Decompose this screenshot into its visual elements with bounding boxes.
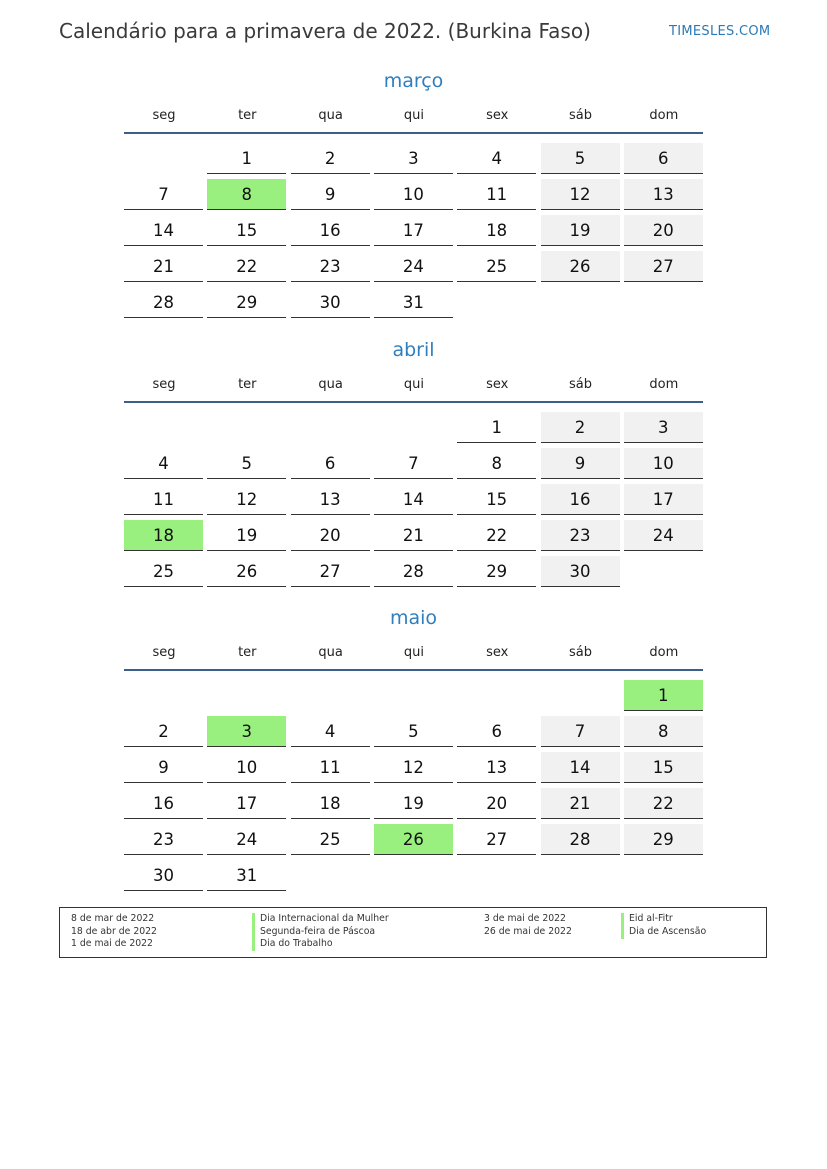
weekday-label: qui: [403, 377, 424, 392]
day-cell: 26: [541, 251, 620, 282]
day-cell: 2: [541, 412, 620, 443]
day-cell: 17: [374, 215, 453, 246]
day-cell: 29: [624, 824, 703, 855]
day-cell: 2: [291, 143, 370, 174]
day-cell: 15: [624, 752, 703, 783]
holiday-day-cell: 3: [207, 716, 286, 747]
day-cell: 7: [124, 179, 203, 210]
day-cell: 15: [207, 215, 286, 246]
weekday-label: qui: [403, 645, 424, 660]
day-cell: 12: [207, 484, 286, 515]
day-cell: 8: [457, 448, 536, 479]
day-cell: 30: [291, 287, 370, 318]
day-cell: 2: [124, 716, 203, 747]
day-cell: 19: [207, 520, 286, 551]
day-cell: 1: [207, 143, 286, 174]
day-cell: 19: [374, 788, 453, 819]
day-cell: 20: [291, 520, 370, 551]
day-cell: 7: [541, 716, 620, 747]
day-cell: 9: [124, 752, 203, 783]
day-cell: 9: [291, 179, 370, 210]
weekday-label: sex: [486, 108, 509, 123]
weekday-label: seg: [152, 108, 176, 123]
day-cell: 25: [457, 251, 536, 282]
day-cell: 18: [291, 788, 370, 819]
day-cell: 4: [457, 143, 536, 174]
day-cell: 27: [624, 251, 703, 282]
day-cell: 12: [374, 752, 453, 783]
day-cell: 7: [374, 448, 453, 479]
day-cell: 4: [124, 448, 203, 479]
day-cell: 23: [541, 520, 620, 551]
header-divider: [124, 132, 703, 134]
day-cell: 21: [541, 788, 620, 819]
day-cell: 8: [624, 716, 703, 747]
day-cell: 27: [291, 556, 370, 587]
legend-holiday-name: Eid al-Fitr: [621, 913, 673, 926]
day-cell: 27: [457, 824, 536, 855]
day-cell: 22: [457, 520, 536, 551]
legend-holiday-name: Dia Internacional da Mulher: [252, 913, 389, 926]
day-cell: 17: [624, 484, 703, 515]
day-cell: 11: [124, 484, 203, 515]
page-title: Calendário para a primavera de 2022. (Burkina Faso): [59, 19, 591, 43]
weekday-label: ter: [238, 377, 257, 392]
day-cell: 30: [124, 860, 203, 891]
holiday-legend: [59, 907, 767, 958]
day-cell: 21: [124, 251, 203, 282]
day-cell: 28: [374, 556, 453, 587]
day-cell: 15: [457, 484, 536, 515]
day-cell: 14: [374, 484, 453, 515]
day-cell: 24: [624, 520, 703, 551]
legend-date: 3 de mai de 2022: [484, 913, 566, 924]
day-cell: 12: [541, 179, 620, 210]
day-cell: 29: [457, 556, 536, 587]
weekday-label: qui: [403, 108, 424, 123]
holiday-day-cell: 1: [624, 680, 703, 711]
day-cell: 5: [374, 716, 453, 747]
day-cell: 18: [457, 215, 536, 246]
day-cell: 16: [541, 484, 620, 515]
day-cell: 22: [624, 788, 703, 819]
weekday-label: dom: [649, 108, 679, 123]
day-cell: 9: [541, 448, 620, 479]
weekday-label: dom: [649, 377, 679, 392]
day-cell: 3: [624, 412, 703, 443]
day-cell: 31: [374, 287, 453, 318]
day-cell: 14: [124, 215, 203, 246]
day-cell: 10: [624, 448, 703, 479]
day-cell: 26: [207, 556, 286, 587]
day-cell: 6: [624, 143, 703, 174]
day-cell: 10: [207, 752, 286, 783]
month-title: abril: [392, 339, 435, 361]
weekday-label: qua: [318, 108, 343, 123]
day-cell: 25: [124, 556, 203, 587]
day-cell: 23: [124, 824, 203, 855]
day-cell: 5: [541, 143, 620, 174]
weekday-label: seg: [152, 645, 176, 660]
holiday-day-cell: 8: [207, 179, 286, 210]
brand-logo-text[interactable]: TIMESLES.COM: [669, 24, 771, 39]
day-cell: 29: [207, 287, 286, 318]
day-cell: 17: [207, 788, 286, 819]
day-cell: 6: [457, 716, 536, 747]
weekday-label: sex: [486, 377, 509, 392]
header-divider: [124, 401, 703, 403]
weekday-label: ter: [238, 108, 257, 123]
day-cell: 23: [291, 251, 370, 282]
header-divider: [124, 669, 703, 671]
legend-holiday-name: Dia do Trabalho: [252, 938, 333, 951]
day-cell: 22: [207, 251, 286, 282]
day-cell: 6: [291, 448, 370, 479]
day-cell: 24: [374, 251, 453, 282]
day-cell: 13: [291, 484, 370, 515]
day-cell: 20: [457, 788, 536, 819]
holiday-day-cell: 18: [124, 520, 203, 551]
day-cell: 13: [624, 179, 703, 210]
day-cell: 16: [291, 215, 370, 246]
day-cell: 11: [457, 179, 536, 210]
day-cell: 28: [124, 287, 203, 318]
weekday-label: sáb: [569, 108, 592, 123]
legend-date: 8 de mar de 2022: [71, 913, 155, 924]
day-cell: 16: [124, 788, 203, 819]
day-cell: 14: [541, 752, 620, 783]
day-cell: 5: [207, 448, 286, 479]
weekday-label: dom: [649, 645, 679, 660]
day-cell: 25: [291, 824, 370, 855]
legend-date: 18 de abr de 2022: [71, 926, 157, 937]
day-cell: 10: [374, 179, 453, 210]
day-cell: 1: [457, 412, 536, 443]
day-cell: 21: [374, 520, 453, 551]
month-title: maio: [389, 607, 438, 629]
day-cell: 19: [541, 215, 620, 246]
legend-date: 1 de mai de 2022: [71, 938, 153, 949]
day-cell: 28: [541, 824, 620, 855]
weekday-label: ter: [238, 645, 257, 660]
day-cell: 31: [207, 860, 286, 891]
weekday-label: qua: [318, 377, 343, 392]
weekday-label: sáb: [569, 645, 592, 660]
weekday-label: qua: [318, 645, 343, 660]
day-cell: 11: [291, 752, 370, 783]
legend-holiday-name: Segunda-feira de Páscoa: [252, 926, 375, 939]
weekday-label: sáb: [569, 377, 592, 392]
legend-holiday-name: Dia de Ascensão: [621, 926, 706, 939]
holiday-day-cell: 26: [374, 824, 453, 855]
day-cell: 13: [457, 752, 536, 783]
legend-date: 26 de mai de 2022: [484, 926, 572, 937]
day-cell: 30: [541, 556, 620, 587]
day-cell: 3: [374, 143, 453, 174]
month-title: março: [383, 70, 444, 92]
day-cell: 20: [624, 215, 703, 246]
day-cell: 4: [291, 716, 370, 747]
weekday-label: sex: [486, 645, 509, 660]
weekday-label: seg: [152, 377, 176, 392]
day-cell: 24: [207, 824, 286, 855]
